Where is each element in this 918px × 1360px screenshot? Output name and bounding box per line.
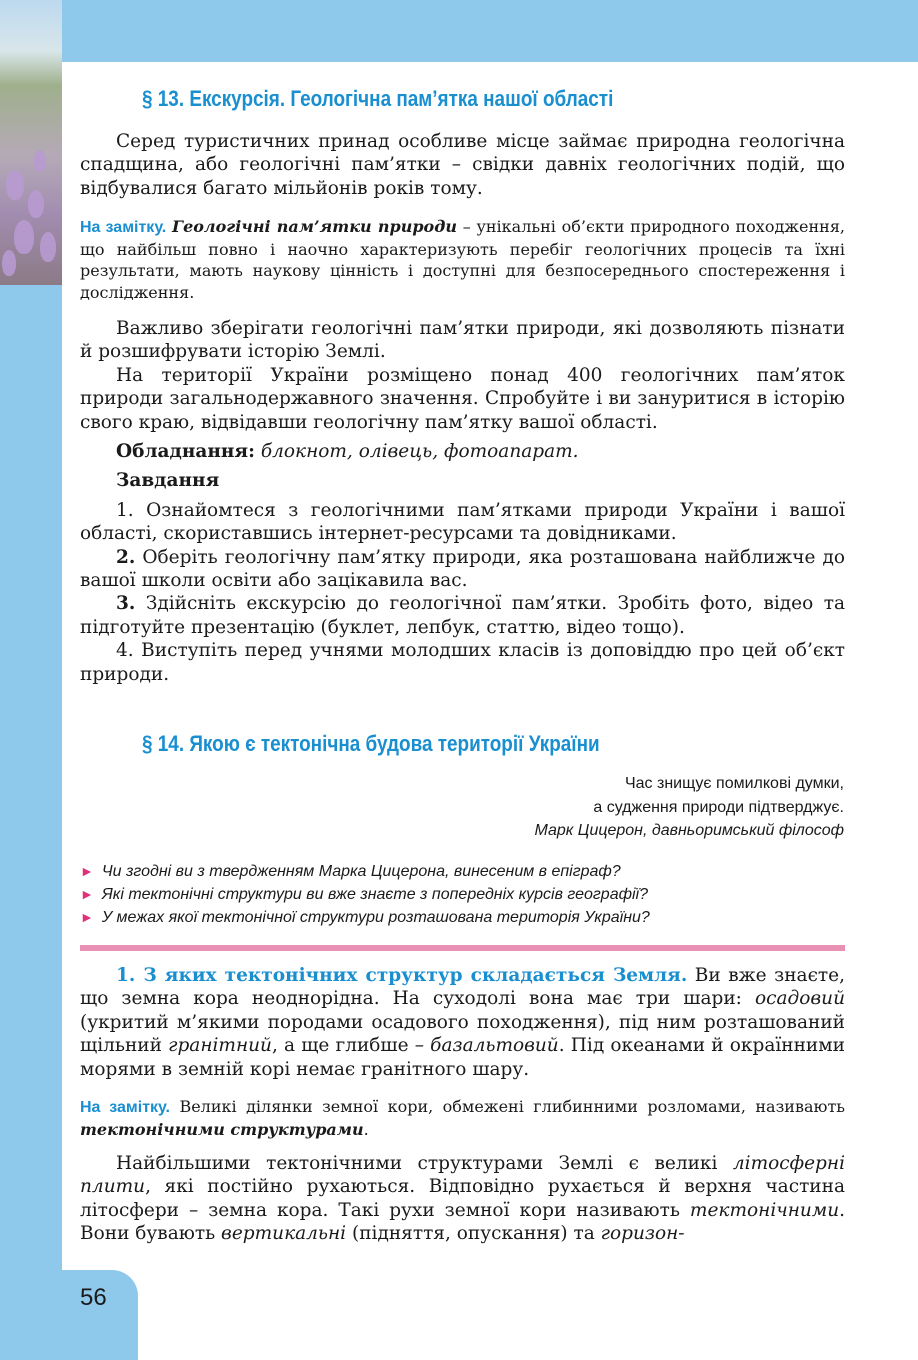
arrow-icon: ► — [80, 886, 94, 902]
epigraph — [535, 772, 845, 843]
page-number-tab — [0, 1270, 138, 1360]
page-number: 56 — [80, 1284, 107, 1311]
top-header-band — [0, 0, 918, 62]
arrow-icon: ► — [80, 909, 94, 925]
question-item: ► Які тектонічні структури ви вже знаєте з попередніх курсів географії? — [80, 886, 648, 903]
section-13-body: Важливо зберігати геологічні пам’ятки природи, які дозволяють пізнати й розшифрувати історію Землі. На території України розміщено понад 400 геологічних пам’яток природи загальнодержавного значення. Спробуйте і ви зануритися в історію свого краю, відвідавши геологічну пам’ятку вашої області. Обладнання: блокнот, олівець, фотоапарат. Завдання 1. Ознайомтеся з геологічними пам’ятками природи України і вашої області, скориставшись інтернет-ресурсами та довідниками. 2. Оберіть геологічну пам’ятку природи, яка розташована найближче до вашої школи освіти або зацікавила вас. 3. Здійсніть екскурсію до геологічної пам’ятки. Зробіть фото, відео та підготуйте презентацію (буклет, лепбук, статтю, відео тощо). 4. Виступіть перед учнями молодших класів із доповіддю про цей об’єкт природи. — [80, 318, 845, 685]
note-label: На замітку. — [80, 219, 167, 236]
task-item: 3. Здійсніть екскурсію до геологічної пам’ятки. Зробіть фото, відео та підготуйте презентацію (буклет, лепбук, статтю, відео тощо). — [80, 593, 845, 638]
task-item: 2. Оберіть геологічну пам’ятку природи, яка розташована найближче до вашої школи освіти або зацікавила вас. — [80, 546, 845, 592]
task-item: 1. Ознайомтеся з геологічними пам’ятками природи України і вашої області, скориставшись інтернет-ресурсами та довідниками. — [80, 499, 845, 545]
tasks-label: Завдання — [116, 470, 220, 492]
question-item: ► Чи згодні ви з твердженням Марка Цицерона, винесеним в епіграф? — [80, 863, 621, 880]
intro-questions — [80, 860, 650, 929]
section-14-note: На замітку. Великі ділянки земної кори, обмежені глибинними розломами, називають тектонічними структурами. — [80, 1097, 846, 1139]
section-13-note — [80, 216, 845, 303]
section-13-title: § 13. Екскурсія. Геологічна пам’ятка нашої області — [142, 86, 614, 111]
section-14-title: § 14. Якою є тектонічна будова території України — [142, 731, 600, 756]
note-text: – унікальні об’єкти природного походження, що найбільш повно і наочно характеризують перебіг геологічних процесів та їхні результати, мають наукову цінність і доступні для безпосереднього спостереження і дослідження. — [80, 217, 846, 302]
question-item: ► У межах якої тектонічної структури розташована територія України? — [80, 909, 650, 926]
equipment-label: Обладнання: — [116, 441, 255, 463]
arrow-icon: ► — [80, 863, 94, 879]
note-label: На замітку. — [80, 1099, 170, 1116]
epigraph-line: Час знищує помилкові думки, — [624, 775, 844, 792]
task-item: 4. Виступіть перед учнями молодших класів із доповіддю про цей об’єкт природи. — [80, 640, 845, 685]
section-14-p1: 1. З яких тектонічних структур складається Земля. Ви вже знаєте, що земна кора неоднорідна. На суходолі вона має три шари: осадовий (укритий м’якими породами осадового походження), під ним розташований щільний гранітний, а ще глибше – базальтовий. Під океанами й окраїнними морями в земній корі немає гранітного шару. — [80, 965, 845, 1080]
section-13-intro: Серед туристичних принад особливе місце займає природна геологічна спадщина, або геологічні пам’ятки – свідки давніх геологічних подій, що відбувалися багато мільйонів років тому. — [80, 131, 845, 199]
section-divider — [80, 945, 845, 951]
epigraph-line: а судження природи підтверджує. — [593, 798, 844, 816]
note-term: тектонічними структурами — [80, 1119, 364, 1139]
subsection-heading: 1. З яких тектонічних структур складається Земля. — [116, 965, 688, 986]
section-14-p2: Найбільшими тектонічними структурами Землі є великі літосферні плити, які постійно рухаються. Відповідно рухається й верхня частина літосфери – земна кора. Такі рухи земної кори називають тектонічними. Вони бувають вертикальні (підняття, опускання) та горизон- — [80, 1153, 845, 1245]
note-term: Геологічні пам’ятки природи — [172, 217, 457, 236]
crocus-field-photo — [0, 0, 62, 285]
equipment-value: блокнот, олівець, фотоапарат. — [260, 441, 579, 463]
epigraph-author: Марк Цицерон, давньоримський філософ — [534, 822, 844, 839]
